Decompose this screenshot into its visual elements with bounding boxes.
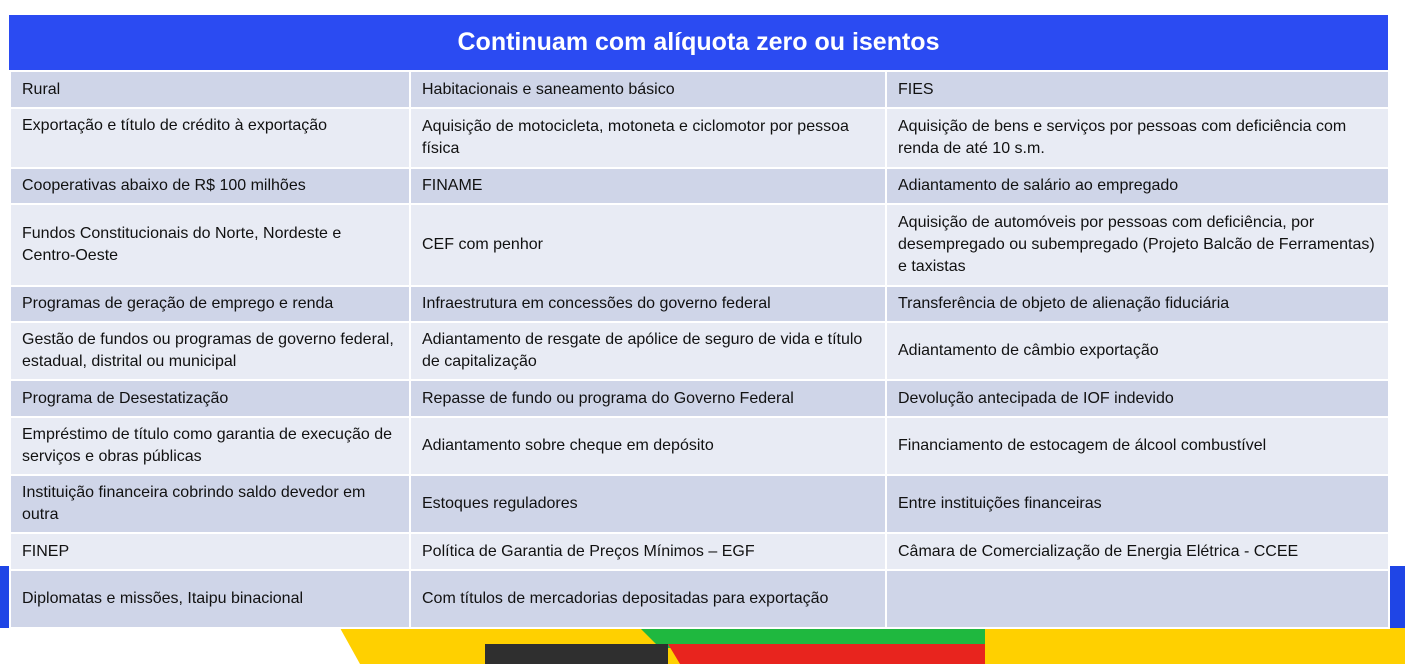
table-cell: Cooperativas abaixo de R$ 100 milhões <box>10 168 410 204</box>
table-cell: Aquisição de bens e serviços por pessoas com deficiência com renda de até 10 s.m. <box>886 108 1389 168</box>
table-cell <box>886 570 1389 628</box>
table-cell: Transferência de objeto de alienação fiduciária <box>886 286 1389 322</box>
table-cell: Câmara de Comercialização de Energia Elétrica - CCEE <box>886 533 1389 570</box>
table-row <box>10 533 1389 570</box>
table-row <box>10 380 1389 417</box>
table-cell: Adiantamento de resgate de apólice de seguro de vida e título de capitalização <box>410 322 886 380</box>
table-cell: CEF com penhor <box>410 204 886 286</box>
table-row <box>10 570 1389 628</box>
table-cell: Diplomatas e missões, Itaipu binacional <box>10 570 410 628</box>
table-cell: Com títulos de mercadorias depositadas para exportação <box>410 570 886 628</box>
table-cell: FINEP <box>10 533 410 570</box>
table-cell: Fundos Constitucionais do Norte, Nordeste e Centro-Oeste <box>10 204 410 286</box>
table-cell: Aquisição de automóveis por pessoas com deficiência, por desempregado ou subempregado (Projeto Balcão de Ferramentas) e taxistas <box>886 204 1389 286</box>
table-row <box>10 108 1389 168</box>
table-cell: Habitacionais e saneamento básico <box>410 71 886 108</box>
table-cell: Infraestrutura em concessões do governo federal <box>410 286 886 322</box>
table-cell: Instituição financeira cobrindo saldo devedor em outra <box>10 475 410 533</box>
table-cell: FINAME <box>410 168 886 204</box>
aliquota-table <box>9 70 1390 629</box>
table-cell: Rural <box>10 71 410 108</box>
table-row <box>10 286 1389 322</box>
aliquota-table-panel <box>9 15 1388 629</box>
table-title: Continuam com alíquota zero ou isentos <box>9 15 1388 70</box>
table-cell: Empréstimo de título como garantia de execução de serviços e obras públicas <box>10 417 410 475</box>
table-row <box>10 168 1389 204</box>
table-cell: Adiantamento sobre cheque em depósito <box>410 417 886 475</box>
table-cell: Adiantamento de câmbio exportação <box>886 322 1389 380</box>
table-row <box>10 417 1389 475</box>
table-cell: Repasse de fundo ou programa do Governo Federal <box>410 380 886 417</box>
table-cell: Entre instituições financeiras <box>886 475 1389 533</box>
table-cell: Gestão de fundos ou programas de governo federal, estadual, distrital ou municipal <box>10 322 410 380</box>
table-cell: Devolução antecipada de IOF indevido <box>886 380 1389 417</box>
table-cell: Programas de geração de emprego e renda <box>10 286 410 322</box>
table-cell: Adiantamento de salário ao empregado <box>886 168 1389 204</box>
table-cell: Política de Garantia de Preços Mínimos – EGF <box>410 533 886 570</box>
table-row <box>10 204 1389 286</box>
table-cell: Estoques reguladores <box>410 475 886 533</box>
table-cell: Aquisição de motocicleta, motoneta e ciclomotor por pessoa física <box>410 108 886 168</box>
table-cell: Programa de Desestatização <box>10 380 410 417</box>
table-row <box>10 475 1389 533</box>
table-cell: FIES <box>886 71 1389 108</box>
table-row <box>10 71 1389 108</box>
table-row <box>10 322 1389 380</box>
table-cell: Exportação e título de crédito à exportação <box>10 108 410 168</box>
table-cell: Financiamento de estocagem de álcool combustível <box>886 417 1389 475</box>
